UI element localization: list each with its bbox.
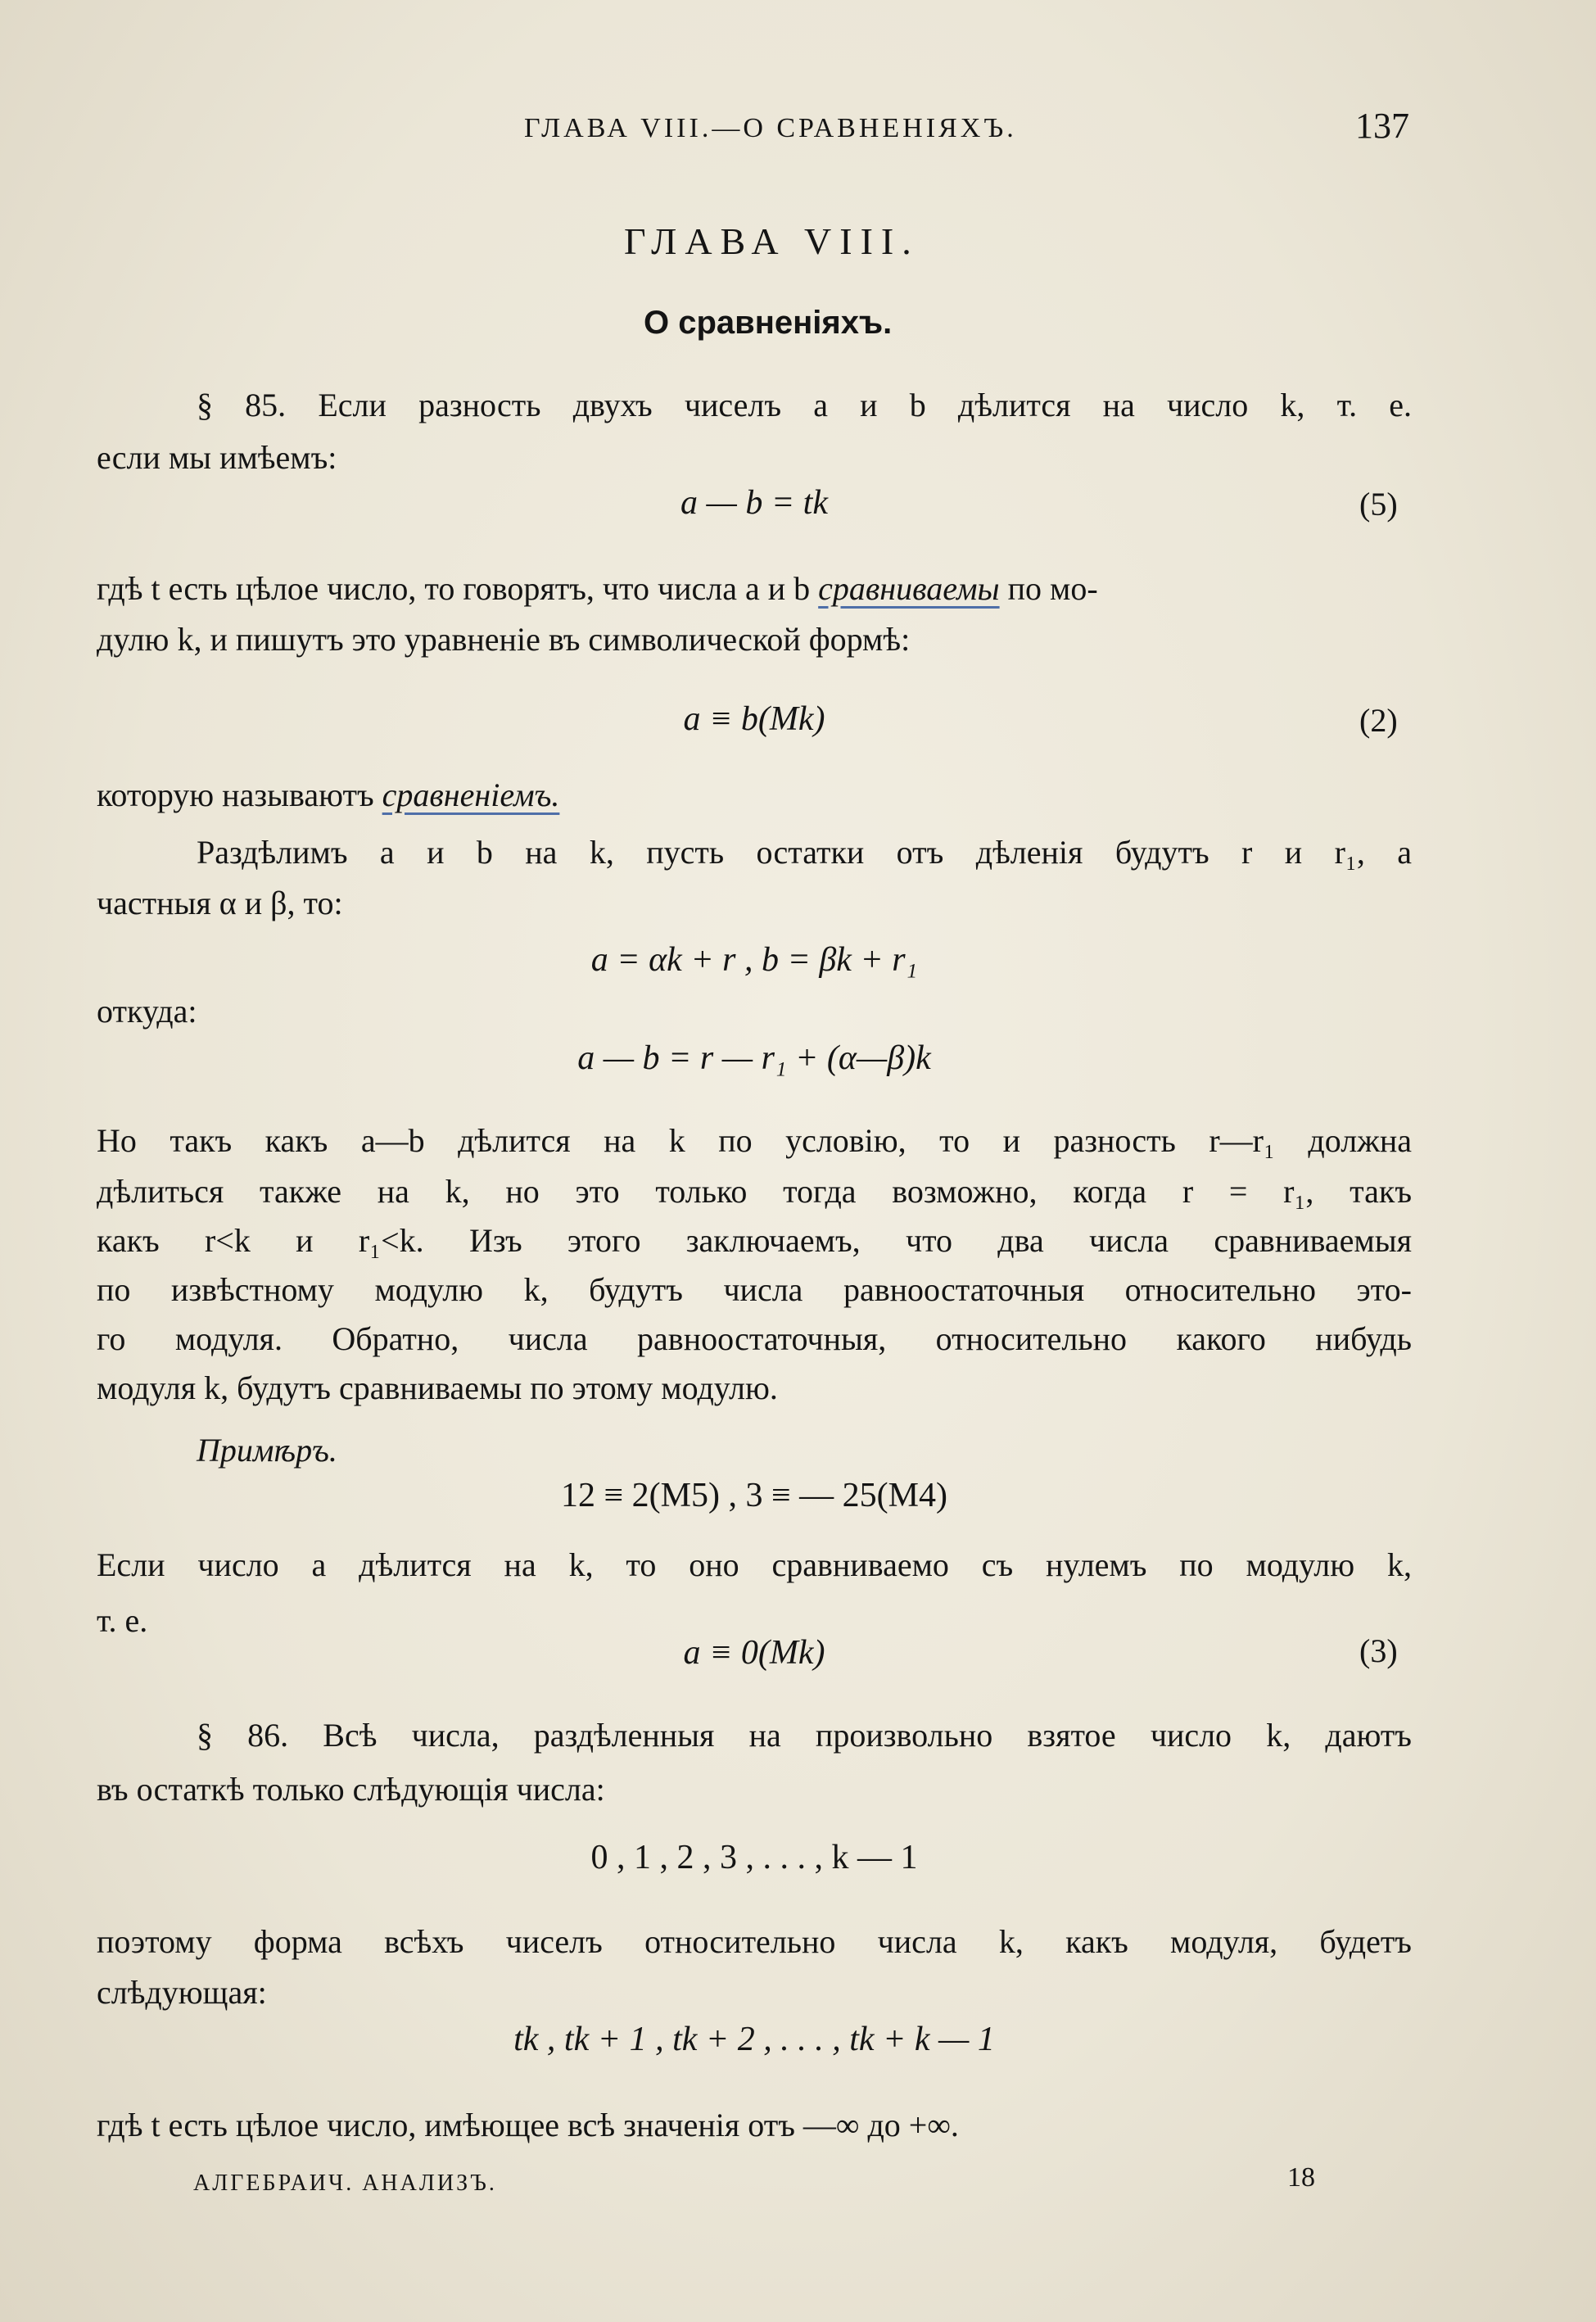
text-line: Но такъ какъ a—b дѣлится на k по условію, то и разность r—r₁ должна — [97, 1122, 1412, 1159]
text-span: гдѣ t есть цѣлое число, то говорятъ, что числа a и b — [97, 570, 811, 607]
chapter-title: ГЛАВА VIII. — [624, 220, 920, 262]
text-line — [97, 775, 1412, 816]
footer-sheet-number: 18 — [1287, 2162, 1315, 2193]
page-number: 137 — [1355, 106, 1409, 146]
equation: a ≡ b(Mk) — [683, 700, 825, 738]
text-span: которую называютъ — [97, 776, 374, 813]
equation: a — b = r — r₁ + (α—β)k — [577, 1039, 931, 1077]
text-line: дулю k, и пишутъ это уравненіе въ символической формѣ: — [97, 621, 911, 658]
equation-number: (2) — [1359, 702, 1398, 739]
text-line: т. е. — [97, 1602, 148, 1639]
text-line: го модуля. Обратно, числа равноостаточныя, относительно какого нибудь — [97, 1320, 1412, 1357]
text-line: дѣлиться также на k, но это только тогда возможно, когда r = r₁, такъ — [97, 1173, 1412, 1210]
chapter-subtitle: О сравненіяхъ. — [644, 305, 893, 341]
running-head: ГЛАВА VIII.—О СРАВНЕНІЯХЪ. — [524, 113, 1017, 143]
text-line: въ остаткѣ только слѣдующія числа: — [97, 1771, 605, 1808]
footer-signature: АЛГЕБРАИЧ. АНАЛИЗЪ. — [193, 2170, 497, 2196]
text-line: поэтому форма всѣхъ чиселъ относительно числа k, какъ модуля, будетъ — [97, 1923, 1412, 1960]
equation-number: (3) — [1359, 1632, 1398, 1669]
text-line: § 85. Если разность двухъ чиселъ a и b дѣлится на число k, т. е. — [197, 387, 1412, 423]
text-line: модуля k, будутъ сравниваемы по этому модулю. — [97, 1369, 778, 1406]
equation: tk , tk + 1 , tk + 2 , . . . , tk + k — 1 — [513, 2021, 995, 2058]
text-line: откуда: — [97, 993, 197, 1030]
text-line: гдѣ t есть цѣлое число, имѣющее всѣ значенія отъ —∞ до +∞. — [97, 2107, 959, 2143]
text-line: Раздѣлимъ a и b на k, пусть остатки отъ дѣленія будутъ r и r₁, а — [197, 834, 1412, 871]
text-line: частныя α и β, то: — [97, 885, 343, 921]
text-span: по мо- — [1007, 570, 1098, 607]
text-line: по извѣстному модулю k, будутъ числа равноостаточныя относительно это- — [97, 1271, 1412, 1308]
text-line: Если число a дѣлится на k, то оно сравниваемо съ нулемъ по модулю k, — [97, 1546, 1412, 1583]
equation: a — b = tk — [680, 484, 828, 522]
equation: a ≡ 0(Mk) — [683, 1634, 825, 1672]
text-line: слѣдующая: — [97, 1974, 267, 2011]
text-line: § 86. Всѣ числа, раздѣленныя на произвольно взятое число k, даютъ — [197, 1717, 1412, 1754]
equation-number: (5) — [1359, 486, 1398, 523]
text-line: какъ r<k и r₁<k. Изъ этого заключаемъ, что два числа сравниваемыя — [97, 1222, 1412, 1259]
underlined-term: сравниваемы — [818, 570, 1000, 607]
equation: 12 ≡ 2(M5) , 3 ≡ — 25(M4) — [560, 1477, 947, 1514]
equation: a = αk + r , b = βk + r₁ — [590, 941, 918, 979]
equation: 0 , 1 , 2 , 3 , . . . , k — 1 — [590, 1839, 918, 1876]
example-label: Примѣръ. — [197, 1432, 337, 1469]
text-line — [97, 568, 1412, 609]
underlined-term: сравненіемъ. — [382, 776, 560, 813]
text-line: если мы имѣемъ: — [97, 439, 337, 476]
